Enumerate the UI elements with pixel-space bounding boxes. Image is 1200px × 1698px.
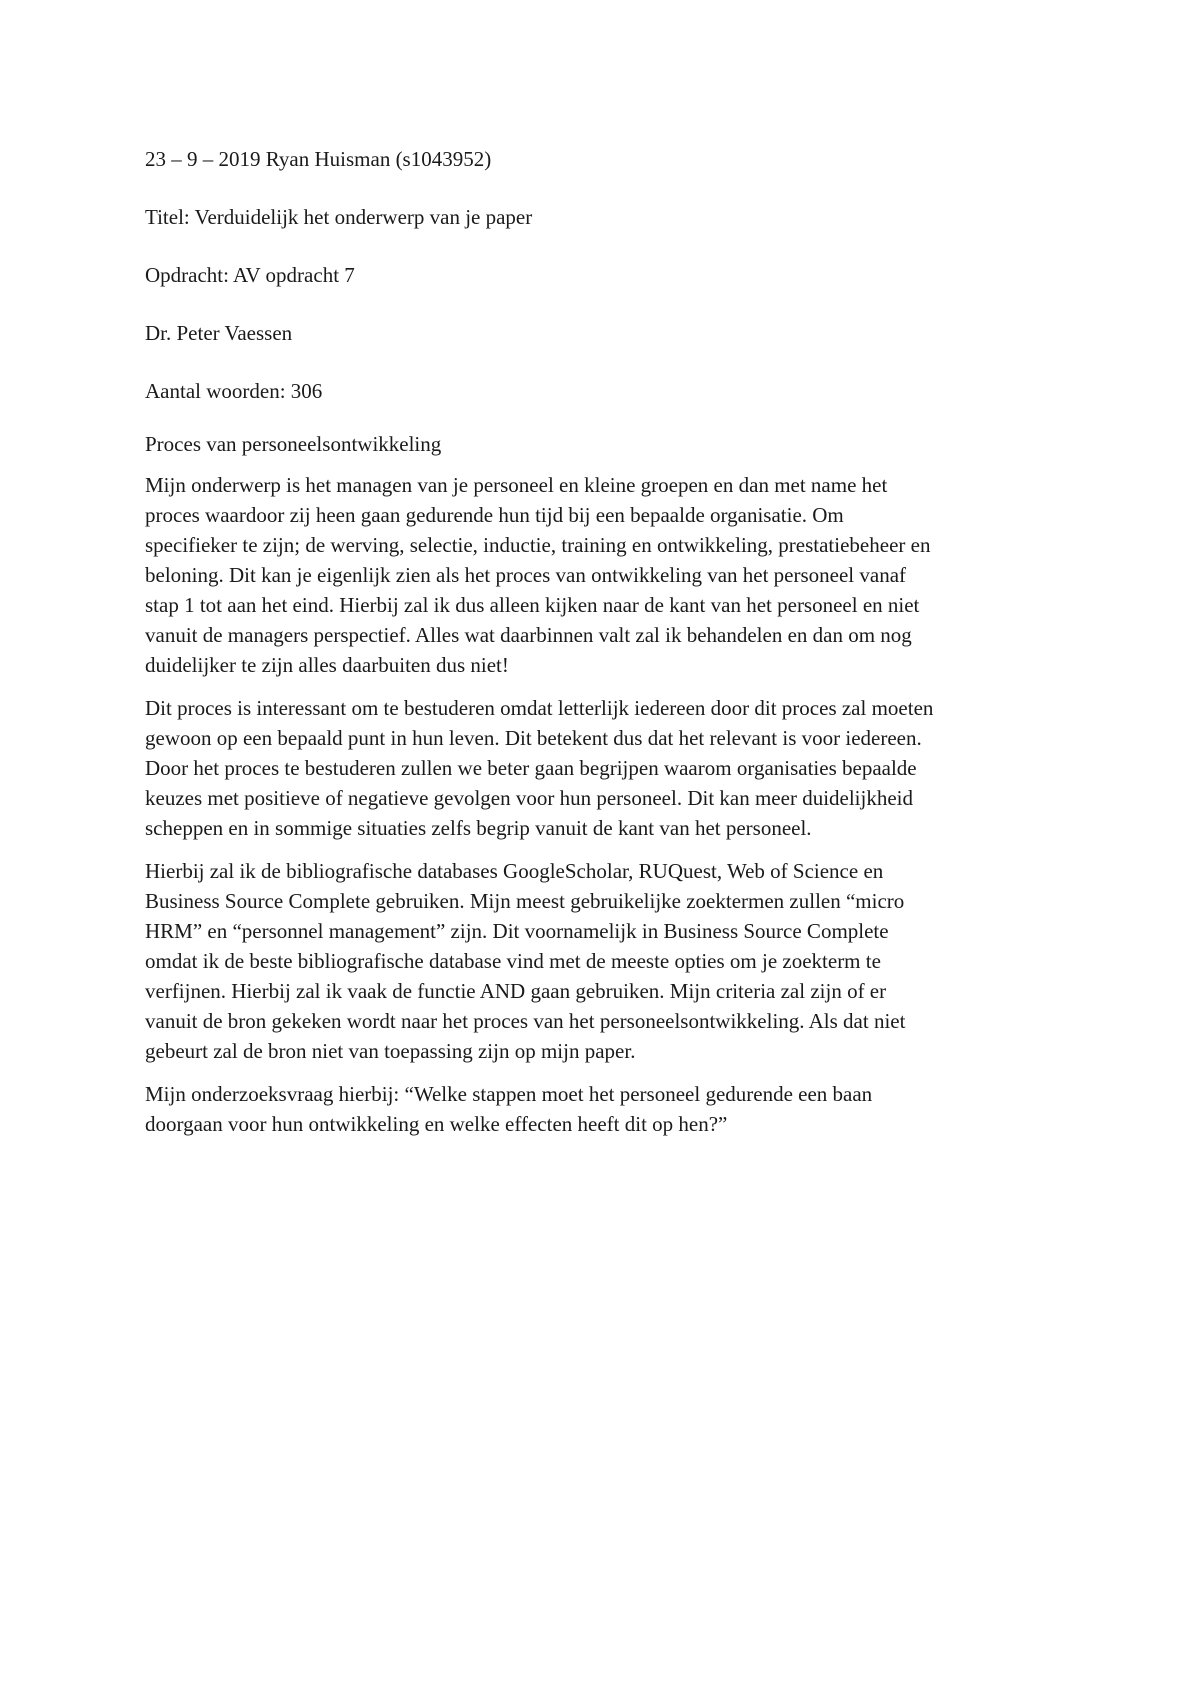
text-line: duidelijker te zijn alles daarbuiten dus niet! xyxy=(145,653,509,677)
assignment-line: Opdracht: AV opdracht 7 xyxy=(145,263,355,287)
text-line: gebeurt zal de bron niet van toepassing zijn op mijn paper. xyxy=(145,1039,636,1063)
paragraph-topic xyxy=(145,470,1065,680)
text-line: Dit proces is interessant om te bestuderen omdat letterlijk iedereen door dit proces zal moeten xyxy=(145,696,934,720)
section-title: Proces van personeelsontwikkeling xyxy=(145,432,442,456)
text-line: vanuit de managers perspectief. Alles wat daarbinnen valt zal ik behandelen en dan om nog xyxy=(145,623,912,647)
date-author-line: 23 – 9 – 2019 Ryan Huisman (s1043952) xyxy=(145,147,492,171)
text-line: beloning. Dit kan je eigenlijk zien als het proces van ontwikkeling van het personeel vanaf xyxy=(145,563,907,587)
text-line: proces waardoor zij heen gaan gedurende hun tijd bij een bepaalde organisatie. Om xyxy=(145,503,844,527)
text-line: stap 1 tot aan het eind. Hierbij zal ik dus alleen kijken naar de kant van het personeel en niet xyxy=(145,593,920,617)
paragraph-databases xyxy=(145,856,1065,1066)
text-line: Mijn onderwerp is het managen van je personeel en kleine groepen en dan met name het xyxy=(145,473,888,497)
text-line: gewoon op een bepaald punt in hun leven. Dit betekent dus dat het relevant is voor iedereen. xyxy=(145,726,922,750)
text-line: doorgaan voor hun ontwikkeling en welke effecten heeft dit op hen?” xyxy=(145,1112,728,1136)
text-line: scheppen en in sommige situaties zelfs begrip vanuit de kant van het personeel. xyxy=(145,816,812,840)
text-line: omdat ik de beste bibliografische database vind met de meeste opties om je zoekterm te xyxy=(145,949,881,973)
text-line: Mijn onderzoeksvraag hierbij: “Welke stappen moet het personeel gedurende een baan xyxy=(145,1082,873,1106)
text-line: verfijnen. Hierbij zal ik vaak de functie AND gaan gebruiken. Mijn criteria zal zijn of er xyxy=(145,979,887,1003)
text-line: HRM” en “personnel management” zijn. Dit voornamelijk in Business Source Complete xyxy=(145,919,889,943)
word-count-line: Aantal woorden: 306 xyxy=(145,379,323,403)
text-line: specifieker te zijn; de werving, selectie, inductie, training en ontwikkeling, prestatiebeheer en xyxy=(145,533,931,557)
text-line: Hierbij zal ik de bibliografische databases GoogleScholar, RUQuest, Web of Science en xyxy=(145,859,884,883)
paragraph-research-question xyxy=(145,1079,1065,1139)
teacher-line: Dr. Peter Vaessen xyxy=(145,321,293,345)
text-line: Door het proces te bestuderen zullen we beter gaan begrijpen waarom organisaties bepaalde xyxy=(145,756,917,780)
text-line: keuzes met positieve of negatieve gevolgen voor hun personeel. Dit kan meer duidelijkheid xyxy=(145,786,914,810)
title-line: Titel: Verduidelijk het onderwerp van je paper xyxy=(145,205,533,229)
document-page xyxy=(145,144,1065,1152)
paragraph-relevance xyxy=(145,693,1065,843)
text-line: vanuit de bron gekeken wordt naar het proces van het personeelsontwikkeling. Als dat niet xyxy=(145,1009,906,1033)
text-line: Business Source Complete gebruiken. Mijn meest gebruikelijke zoektermen zullen “micro xyxy=(145,889,905,913)
